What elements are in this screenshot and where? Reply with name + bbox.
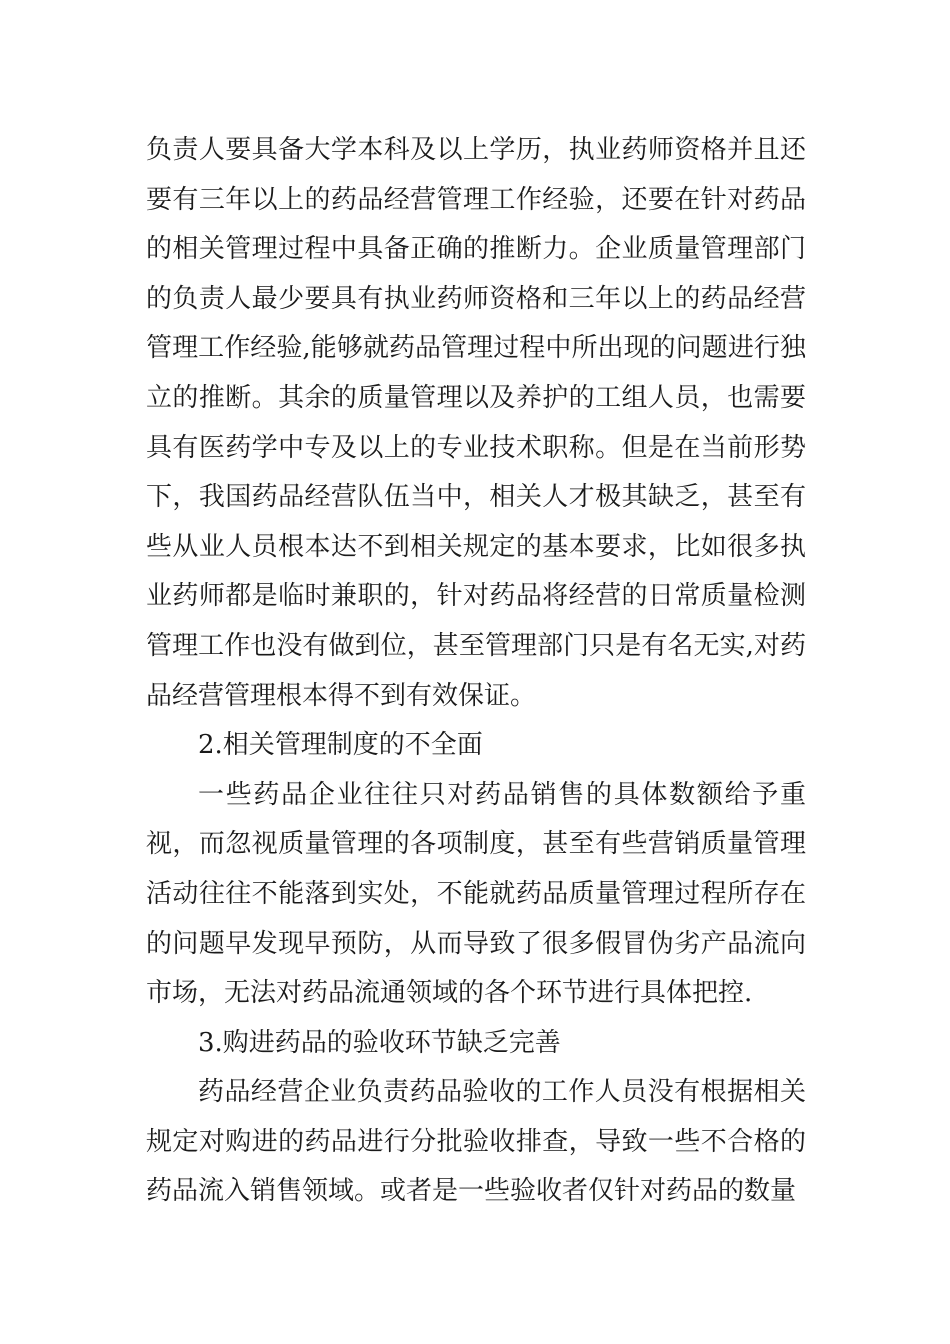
body-paragraph-continued: 负责人要具备大学本科及以上学历，执业药师资格并且还要有三年以上的药品经营管理工作经验，还要在针对药品的相关管理过程中具备正确的推断力。企业质量管理部门的负责人最少要具有执业药师资格和三年以上的药品经营管理工作经验,能够就药品管理过程中所出现的问题进行独立的推断。其余的质量管理以及养护的工组人员，也需要具有医药学中专及以上的专业技术职称。但是在当前形势下，我国药品经营队伍当中，相关人才极其缺乏，甚至有些从业人员根本达不到相关规定的基本要求，比如很多执业药师都是临时兼职的，针对药品将经营的日常质量检测管理工作也没有做到位，甚至管理部门只是有名无实,对药品经营管理根本得不到有效保证。 bbox=[146, 135, 806, 711]
body-paragraph: 药品经营企业负责药品验收的工作人员没有根据相关规定对购进的药品进行分批验收排查，导致一些不合格的药品流入销售领域。或者是一些验收者仅针对药品的数量 bbox=[146, 1077, 806, 1207]
body-paragraph: 一些药品企业往往只对药品销售的具体数额给予重视，而忽视质量管理的各项制度，甚至有些营销质量管理活动往往不能落到实处，不能就药品质量管理过程所存在的问题早发现早预防，从而导致了很多假冒伪劣产品流向市场，无法对药品流通领域的各个环节进行具体把控. bbox=[146, 779, 806, 1009]
section-heading-2: 2.相关管理制度的不全面 bbox=[198, 730, 483, 761]
section-heading-3: 3.购进药品的验收环节缺乏完善 bbox=[198, 1027, 561, 1058]
document-body bbox=[146, 126, 806, 1217]
